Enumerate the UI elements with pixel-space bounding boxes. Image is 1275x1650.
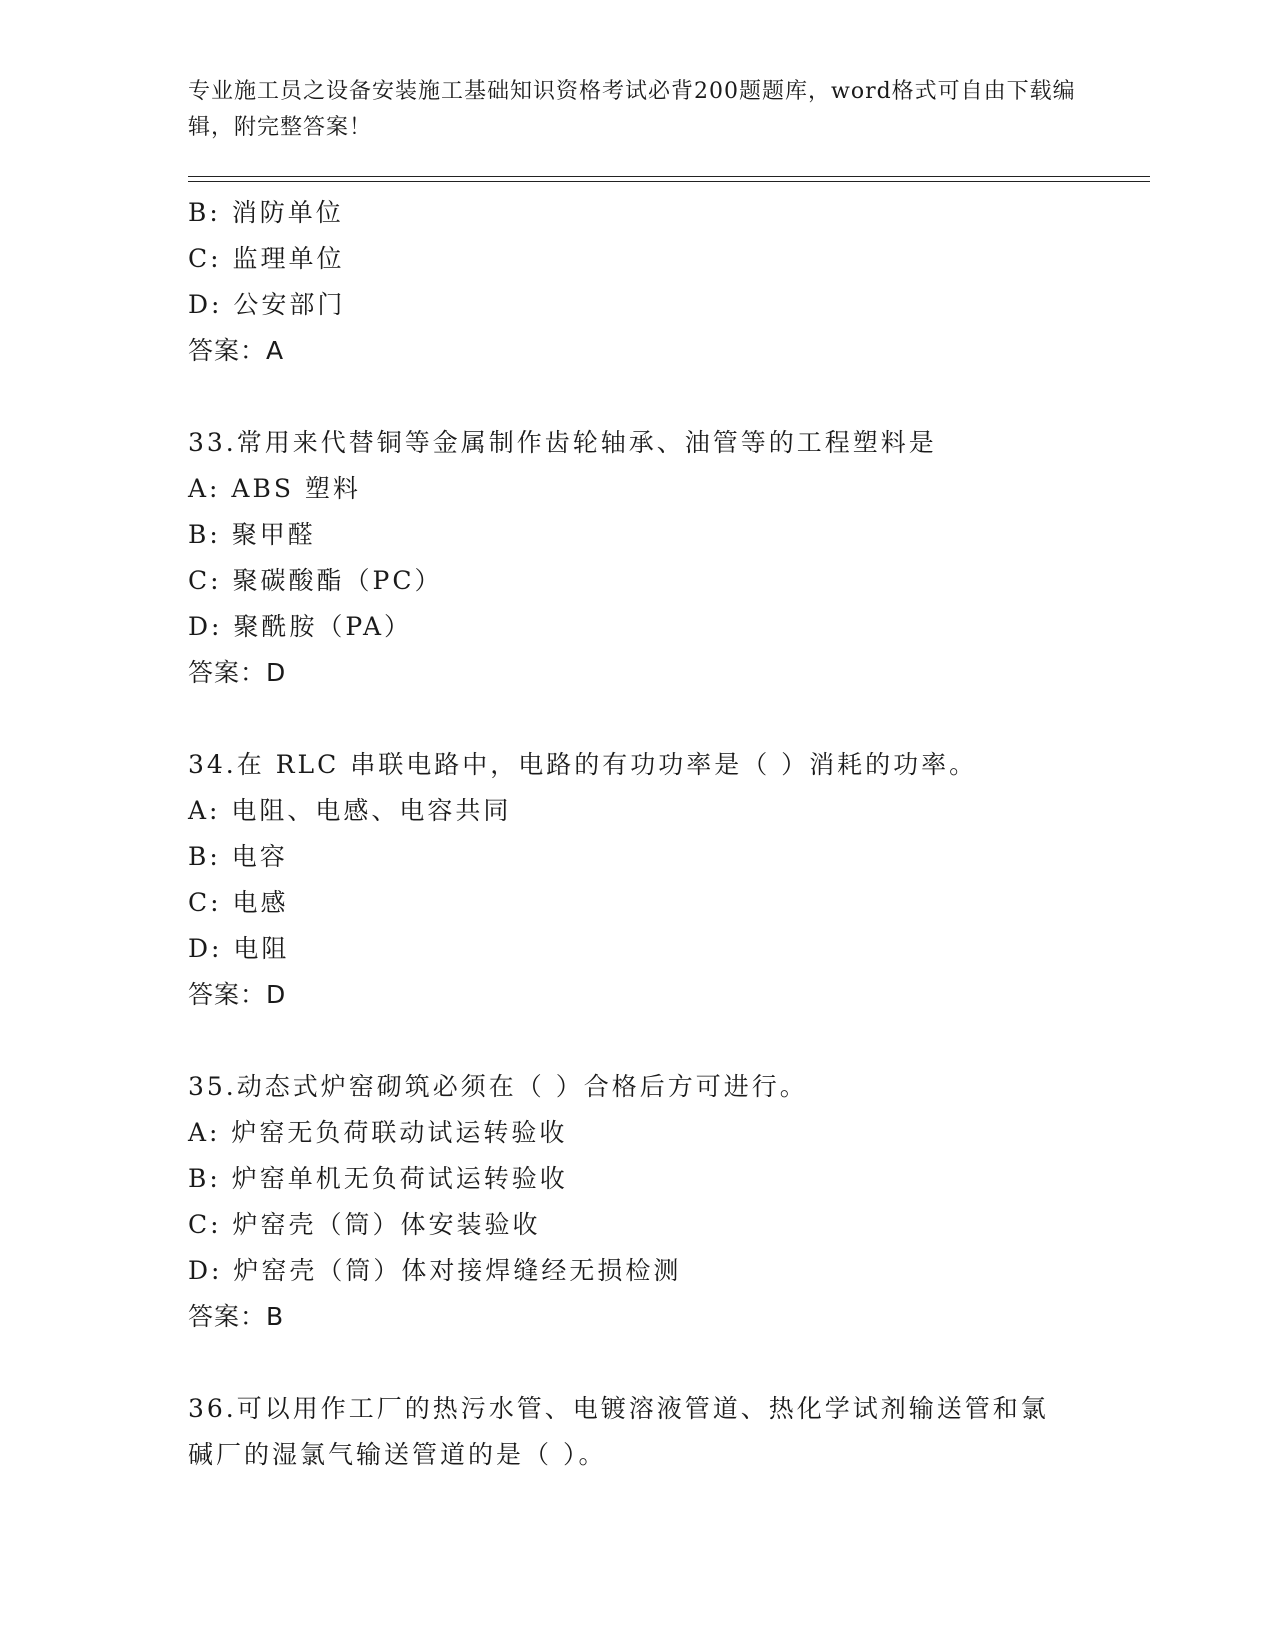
spacer bbox=[188, 696, 1138, 742]
spacer bbox=[188, 1018, 1138, 1064]
option-b: B: 消防单位 bbox=[188, 198, 344, 227]
document-header: 专业施工员之设备安装施工基础知识资格考试必背200题题库，word格式可自由下载编辑，附完整答案！ bbox=[188, 79, 1076, 140]
option-d: D: 电阻 bbox=[188, 934, 290, 963]
header-divider-bottom bbox=[188, 181, 1150, 182]
answer-line: 答案：D bbox=[188, 658, 287, 687]
option-d: D: 公安部门 bbox=[188, 290, 346, 319]
header-divider-top bbox=[188, 176, 1150, 177]
question-list bbox=[188, 190, 1138, 1478]
answer-line: 答案：D bbox=[188, 980, 287, 1009]
question-block-33 bbox=[188, 420, 1138, 696]
option-c: C: 炉窑壳（筒）体安装验收 bbox=[188, 1210, 541, 1239]
option-d: D: 炉窑壳（筒）体对接焊缝经无损检测 bbox=[188, 1256, 682, 1285]
option-b: B: 电容 bbox=[188, 842, 288, 871]
option-c: C: 电感 bbox=[188, 888, 289, 917]
question-block-35 bbox=[188, 1064, 1138, 1340]
option-b: B: 聚甲醛 bbox=[188, 520, 316, 549]
option-c: C: 聚碳酸酯（PC） bbox=[188, 566, 443, 595]
question-text: 33.常用来代替铜等金属制作齿轮轴承、油管等的工程塑料是 bbox=[188, 428, 937, 457]
option-a: A: 电阻、电感、电容共同 bbox=[188, 796, 512, 825]
option-c: C: 监理单位 bbox=[188, 244, 345, 273]
option-d: D: 聚酰胺（PA） bbox=[188, 612, 412, 641]
question-block-36 bbox=[188, 1386, 1138, 1478]
question-text: 34.在 RLC 串联电路中，电路的有功功率是（ ）消耗的功率。 bbox=[188, 750, 978, 779]
spacer bbox=[188, 1340, 1138, 1386]
option-b: B: 炉窑单机无负荷试运转验收 bbox=[188, 1164, 568, 1193]
answer-line: 答案：A bbox=[188, 336, 285, 365]
question-block-32 bbox=[188, 190, 1138, 374]
question-text: 35.动态式炉窑砌筑必须在（ ）合格后方可进行。 bbox=[188, 1072, 808, 1101]
answer-line: 答案：B bbox=[188, 1302, 285, 1331]
spacer bbox=[188, 374, 1138, 420]
option-a: A: ABS 塑料 bbox=[188, 474, 361, 503]
option-a: A: 炉窑无负荷联动试运转验收 bbox=[188, 1118, 568, 1147]
question-block-34 bbox=[188, 742, 1138, 1018]
question-text-line-1: 36.可以用作工厂的热污水管、电镀溶液管道、热化学试剂输送管和氯 bbox=[188, 1394, 1049, 1423]
question-text-line-2: 碱厂的湿氯气输送管道的是（ ）。 bbox=[188, 1440, 607, 1469]
